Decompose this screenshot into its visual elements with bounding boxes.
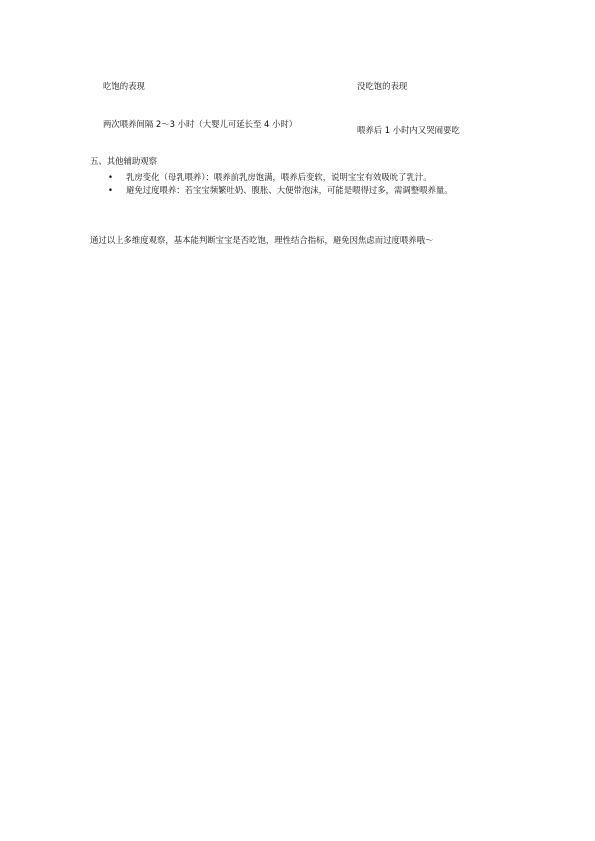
summary-paragraph: 通过以上多维度观察，基本能判断宝宝是否吃饱，理性结合指标，避免因焦虑而过度喂养哦～ bbox=[90, 235, 434, 245]
list-item bbox=[108, 171, 513, 184]
list-item-text: 乳房变化（母乳喂养）：喂养前乳房饱满，喂养后变软，说明宝宝有效吸吮了乳汁。 bbox=[126, 172, 432, 182]
table-cell-not-full-sign: 喂养后 1 小时内又哭闹要吃 bbox=[357, 125, 460, 135]
table-header-full: 吃饱的表现 bbox=[103, 81, 145, 91]
bullet-icon: • bbox=[108, 184, 113, 195]
list-item bbox=[108, 184, 513, 197]
list-item-text: 避免过度喂养：若宝宝频繁吐奶、腹胀、大便带泡沫，可能是喂得过多，需调整喂养量。 bbox=[126, 184, 453, 195]
table-row bbox=[103, 118, 513, 152]
table-header-not-full: 没吃饱的表现 bbox=[357, 81, 408, 91]
feeding-comparison-table bbox=[103, 80, 513, 152]
bullet-list bbox=[108, 171, 513, 196]
section-heading: 五、其他辅助观察 bbox=[90, 156, 157, 166]
table-cell-full-sign: 两次喂养间隔 2～3 小时（大婴儿可延长至 4 小时） bbox=[103, 119, 298, 129]
bullet-icon: • bbox=[108, 172, 113, 182]
table-header-row bbox=[103, 80, 513, 114]
